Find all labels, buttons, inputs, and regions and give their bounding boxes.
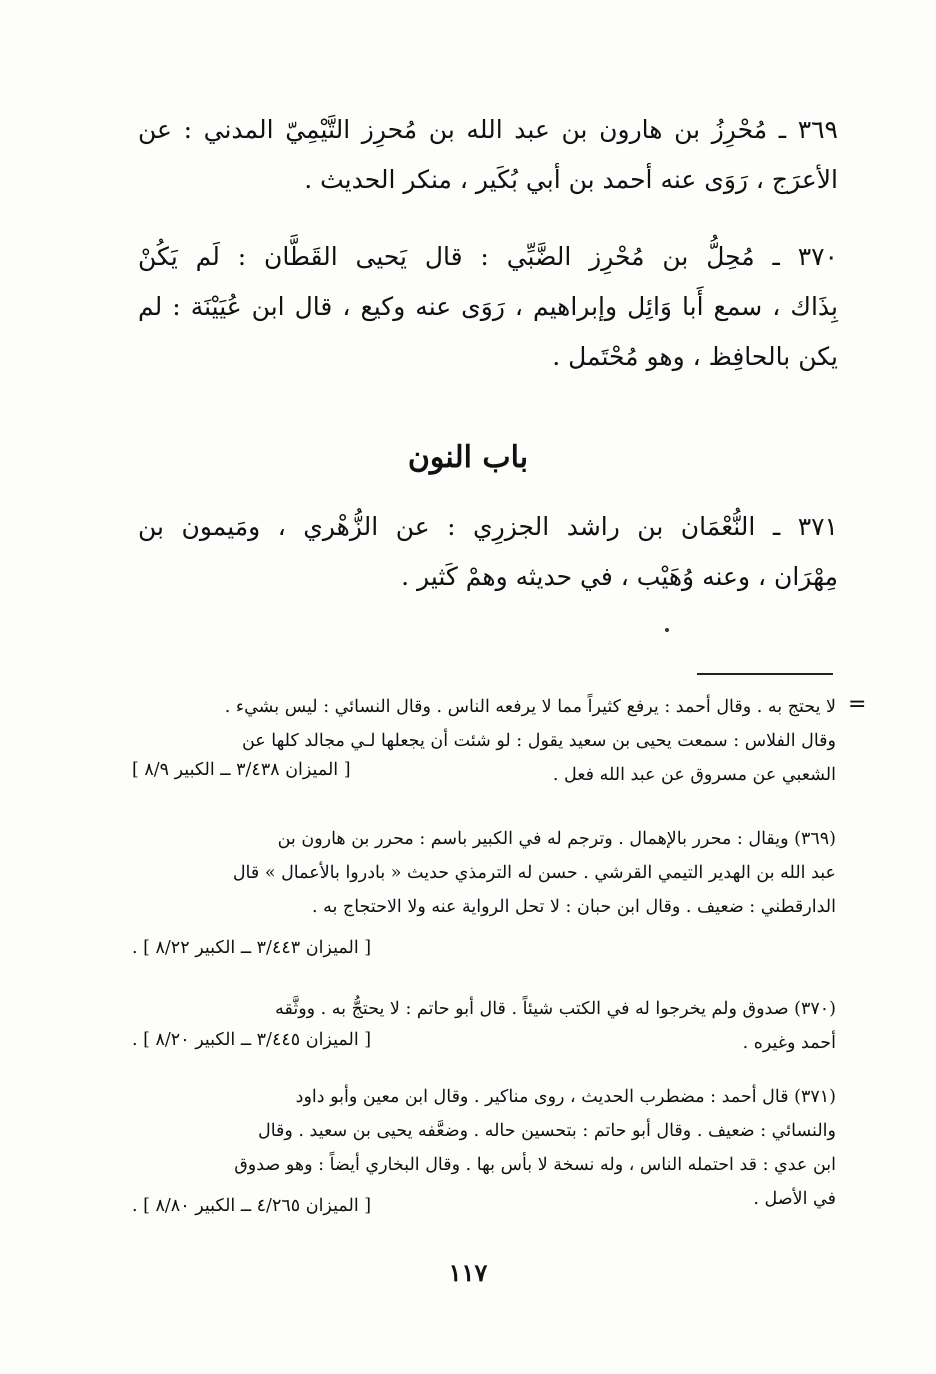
entry-370: [138, 232, 838, 382]
stray-dot: [665, 628, 669, 632]
footnote-reference: [ الميزان ٣/٤٣٨ ــ الكبير ٨/٩ ]: [132, 760, 351, 780]
footnote-line: الشعبي عن مسروق عن عبد الله فعل .: [552, 765, 836, 785]
footnote-reference: [ الميزان ٣/٤٤٣ ــ الكبير ٨/٢٢ ] .: [132, 938, 372, 958]
footnote-369: [128, 822, 836, 924]
entry-369: [138, 105, 838, 205]
entry-line: ٣٧١ ـ النُّعْمَان بن راشد الجزرِي : عن الزُّهْري ، ومَيمون بن: [138, 512, 838, 541]
footnote-line: (٣٧٠) صدوق ولم يخرجوا له في الكتب شيئاً . قال أبو حاتم : لا يحتجُّ به . ووثَّقه: [275, 999, 836, 1019]
footnote-line: في الأصل .: [753, 1189, 836, 1209]
footnote-line: عبد الله بن الهدير التيمي القرشي . حسن له الترمذي حديث « بادروا بالأعمال » قال: [232, 863, 836, 883]
footnote-reference: [ الميزان ٤/٢٦٥ ــ الكبير ٨/٨٠ ] .: [132, 1196, 372, 1216]
entry-line: بِذَاك ، سمع أَبا وَائِل وإبراهيم ، رَوَى عنه وكيع ، قال ابن عُيَيْنَة : لم: [138, 292, 838, 321]
entry-line: ٣٦٩ ـ مُحْرِزُ بن هارون بن عبد الله بن مُحرِز التَّيْمِيّ المدني : عن: [138, 115, 838, 144]
footnote-line: الدارقطني : ضعيف . وقال ابن حبان : لا تحل الرواية عنه ولا الاحتجاج به .: [311, 897, 836, 917]
footnote-separator: [697, 673, 833, 675]
footnote-line: والنسائي : ضعيف . وقال أبو حاتم : بتحسين حاله . وضعَّفه يحيى بن سعيد . وقال: [258, 1121, 836, 1141]
footnote-reference: [ الميزان ٣/٤٤٥ ــ الكبير ٨/٢٠ ] .: [132, 1030, 372, 1050]
entry-line: ٣٧٠ ـ مُحِلُّ بن مُحْرِز الضَّبِّي : قال يَحيى القَطَّان : لَم يَكُنْ: [138, 242, 838, 271]
entry-371: [138, 502, 838, 602]
footnote-line: (٣٦٩) ويقال : محرر بالإهمال . وترجم له في الكبير باسم : محرر بن هارون بن: [277, 829, 836, 849]
page-number: ١١٧: [448, 1258, 488, 1287]
footnote-line: لا يحتج به . وقال أحمد : يرفع كثيراً مما لا يرفعه الناس . وقال النسائي : ليس بشيء .: [224, 697, 836, 717]
entry-line: مِهْرَان ، وعنه وُهَيْب ، في حديثه وهمْ كَثير .: [401, 562, 838, 591]
footnote-line: وقال الفلاس : سمعت يحيى بن سعيد يقول : لو شئت أن يجعلها لـي مجالد كلها عن: [241, 731, 836, 751]
footnote-line: ابن عدي : قد احتمله الناس ، وله نسخة لا بأس بها . وقال البخاري أيضاً : وهو صدوق: [234, 1155, 836, 1175]
section-heading: باب النون: [407, 440, 529, 475]
footnote-line: (٣٧١) قال أحمد : مضطرب الحديث ، روى مناكير . وقال ابن معين وأبو داود: [295, 1087, 836, 1107]
footnote-line: أحمد وغيره .: [742, 1033, 836, 1053]
entry-line: يكن بالحافِظ ، وهو مُحْتَمل .: [552, 342, 838, 371]
continuation-marker: =: [848, 692, 867, 717]
entry-line: الأعرَج ، رَوَى عنه أحمد بن أبي بُكَير ، منكر الحديث .: [304, 165, 838, 194]
